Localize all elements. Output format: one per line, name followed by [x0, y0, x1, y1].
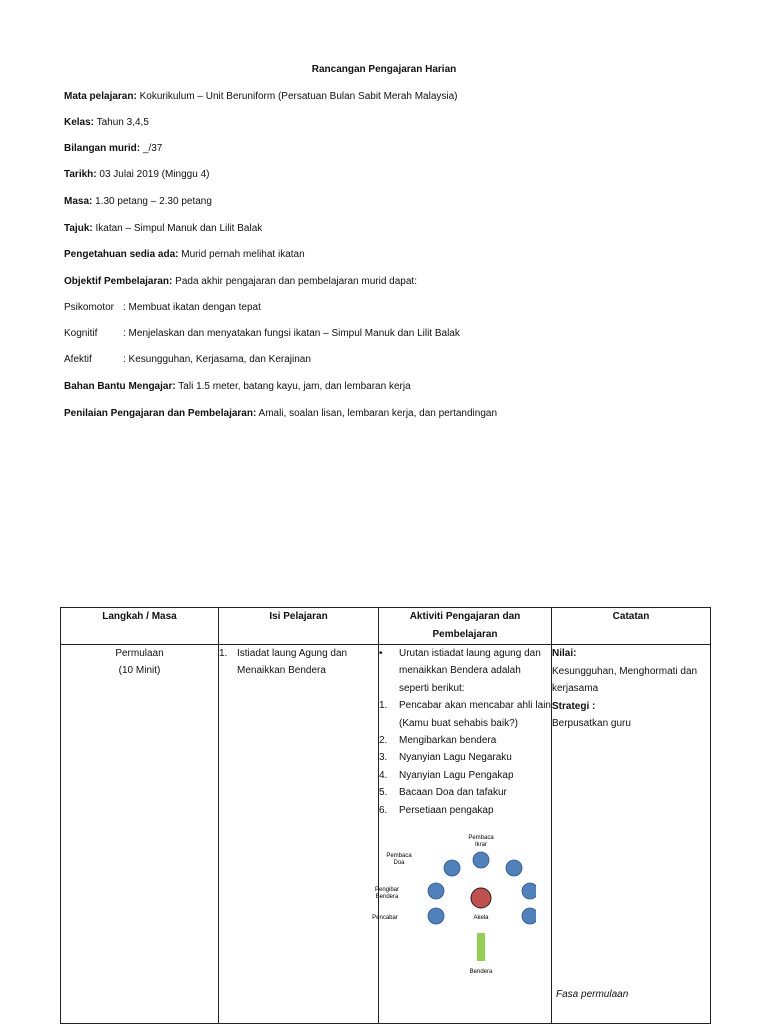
- lesson-table: [60, 607, 711, 1024]
- list-item: 2. Mengibarkan bendera: [379, 735, 497, 747]
- member-circle: [506, 860, 522, 876]
- aktiviti-intro: • Urutan istiadat laung agung dan menaikkan Bendera adalah seperti berikut:: [379, 645, 551, 697]
- objective-afektif: Afektif : Kesungguhan, Kerjasama, dan Kerajinan: [64, 354, 311, 365]
- list-item: 3. Nyanyian Lagu Negaraku: [379, 752, 512, 764]
- table-row: [61, 645, 711, 1024]
- cell-isi: [219, 645, 379, 1024]
- member-circle: [428, 883, 444, 899]
- page-title: Rancangan Pengajaran Harian: [311, 64, 457, 75]
- label-pembaca-doa-2: Doa: [393, 860, 405, 867]
- label-pengibar-1: Pengibar: [374, 887, 400, 894]
- field-objektif: Objektif Pembelajaran: Pada akhir pengajaran dan pembelajaran murid dapat:: [64, 276, 417, 287]
- cell-langkah: [61, 645, 219, 1024]
- field-kelas: Kelas: Tahun 3,4,5: [64, 117, 149, 128]
- header-langkah: Langkah / Masa: [61, 608, 219, 645]
- list-item: 4. Nyanyian Lagu Pengakap: [379, 769, 514, 781]
- label-pembaca-ikrar-1: Pembaca: [468, 835, 494, 842]
- field-tarikh: Tarikh: 03 Julai 2019 (Minggu 4): [64, 169, 210, 180]
- formation-diagram: [371, 825, 536, 975]
- cell-catatan: [552, 645, 711, 1024]
- label-pembaca-ikrar-2: Ikrar: [475, 842, 487, 849]
- table-header-row: [61, 608, 711, 645]
- member-circle: [522, 908, 536, 924]
- header-aktiviti: Aktiviti Pengajaran dan Pembelajaran: [379, 608, 552, 645]
- header-isi: Isi Pelajaran: [219, 608, 379, 645]
- isi-text: Istiadat laung Agung dan Menaikkan Bendera: [237, 648, 348, 676]
- nilai-text: Kesungguhan, Menghormati dan kerjasama: [552, 665, 698, 694]
- list-item: 1. Pencabar akan mencabar ahli lain (Kamu buat sehabis baik?): [379, 700, 551, 729]
- strategi-text: Berpusatkan guru: [552, 718, 631, 729]
- masa-text: (10 Minit): [118, 665, 161, 676]
- member-circle: [473, 852, 489, 868]
- strategi-label: Strategi :: [552, 700, 596, 712]
- list-item: 5. Bacaan Doa dan tafakur: [379, 787, 507, 799]
- label-pencabar: Pencabar: [372, 915, 398, 922]
- label-bendera: Bendera: [469, 969, 493, 976]
- bullet-icon: •: [379, 648, 383, 659]
- langkah-text: Permulaan: [115, 648, 164, 659]
- list-item: 6. Persetiaan pengakap: [379, 804, 494, 816]
- flag-pole: [477, 933, 485, 961]
- field-mata-pelajaran: Mata pelajaran: Kokurikulum – Unit Beruniform (Persatuan Bulan Sabit Merah Malaysia): [64, 91, 458, 102]
- objective-kognitif: Kognitif : Menjelaskan dan menyatakan fungsi ikatan – Simpul Manuk dan Lilit Balak: [64, 328, 460, 339]
- field-tajuk: Tajuk: Ikatan – Simpul Manuk dan Lilit Balak: [64, 223, 263, 234]
- objective-psikomotor: Psikomotor : Membuat ikatan dengan tepat: [64, 302, 261, 313]
- field-bahan-bantu: Bahan Bantu Mengajar: Tali 1.5 meter, batang kayu, jam, dan lembaran kerja: [64, 381, 411, 392]
- field-penilaian: Penilaian Pengajaran dan Pembelajaran: Amali, soalan lisan, lembaran kerja, dan pertandingan: [64, 408, 497, 419]
- fasa-text: Fasa permulaan: [556, 988, 629, 1000]
- member-circle: [522, 883, 536, 899]
- cell-aktiviti: [372, 645, 552, 1024]
- header-catatan: Catatan: [552, 608, 711, 645]
- nilai-label: Nilai:: [552, 648, 577, 659]
- label-pengibar-2: Bendera: [375, 894, 399, 901]
- field-bilangan-murid: Bilangan murid: _/37: [64, 143, 163, 154]
- label-akela: Akela: [473, 915, 489, 922]
- label-pembaca-doa-1: Pembaca: [386, 853, 412, 860]
- field-masa: Masa: 1.30 petang – 2.30 petang: [64, 196, 212, 207]
- member-circle: [428, 908, 444, 924]
- member-circle: [444, 860, 460, 876]
- isi-number: 1.: [219, 648, 228, 659]
- akela-circle: [471, 888, 491, 908]
- field-pengetahuan: Pengetahuan sedia ada: Murid pernah melihat ikatan: [64, 249, 305, 260]
